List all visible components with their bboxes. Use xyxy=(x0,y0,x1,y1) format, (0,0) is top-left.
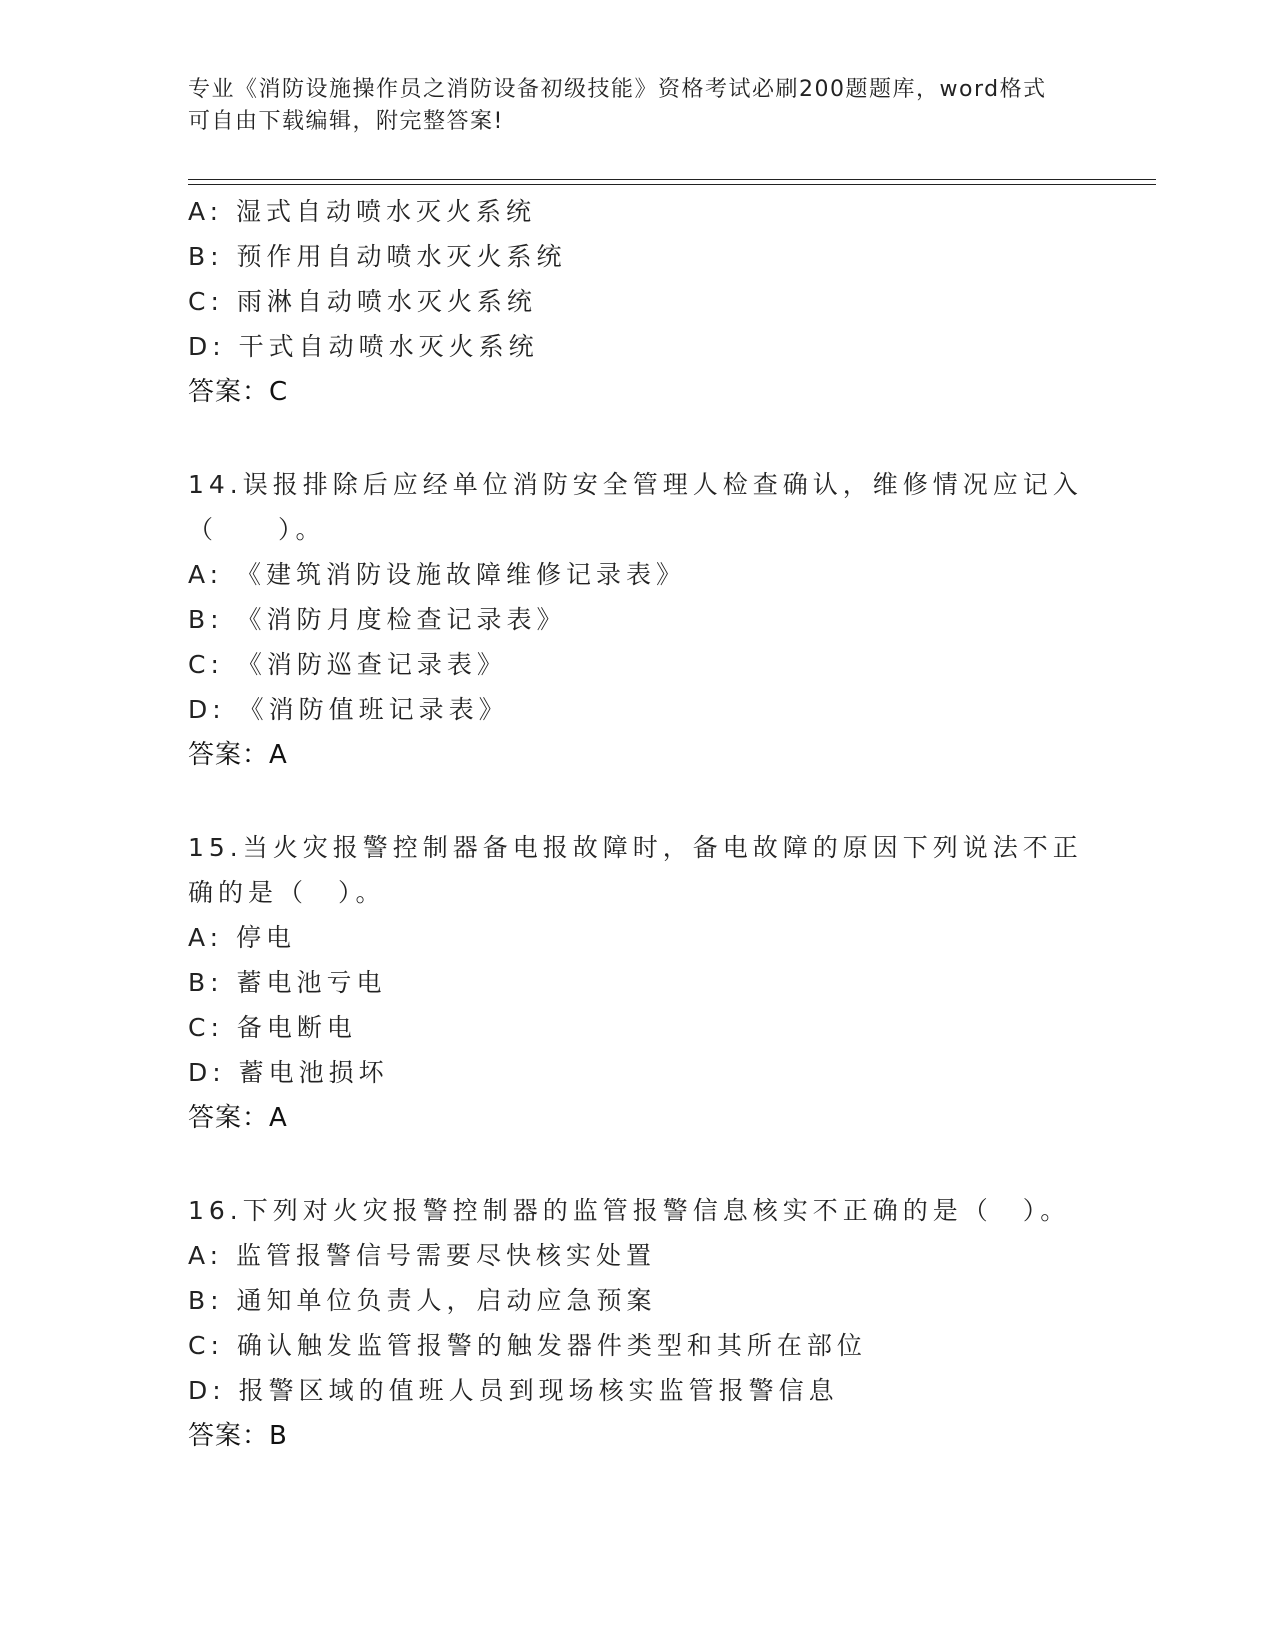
question-block-14 xyxy=(188,462,1088,778)
question-text: 14.误报排除后应经单位消防安全管理人检查确认，维修情况应记入（ ）。 xyxy=(188,470,1083,544)
question-block-15 xyxy=(188,825,1088,1141)
option-d: D: 报警区域的值班人员到现场核实监管报警信息 xyxy=(188,1376,839,1405)
spacer xyxy=(188,778,1088,825)
question-text: 15.当火灾报警控制器备电报故障时，备电故障的原因下列说法不正确的是（ ）。 xyxy=(188,833,1083,907)
header-divider-top xyxy=(188,179,1156,180)
header-divider-bottom xyxy=(188,184,1156,185)
option-b: B: 蓄电池亏电 xyxy=(188,968,387,997)
option-d: D: 《消防值班记录表》 xyxy=(188,695,509,724)
document-header: 专业《消防设施操作员之消防设备初级技能》资格考试必刷200题题库，word格式可自由下载编辑，附完整答案! xyxy=(188,77,1047,134)
option-b: B: 《消防月度检查记录表》 xyxy=(188,605,567,634)
option-a: A: 监管报警信号需要尽快核实处置 xyxy=(188,1241,657,1270)
question-text: 16.下列对火灾报警控制器的监管报警信息核实不正确的是（ ）。 xyxy=(188,1196,1071,1225)
answer-line: 答案：A xyxy=(188,740,288,770)
option-d: D: 蓄电池损坏 xyxy=(188,1058,389,1087)
answer-line: 答案：B xyxy=(188,1421,288,1451)
spacer xyxy=(188,415,1088,462)
answer-line: 答案：A xyxy=(188,1103,288,1133)
prev-question-block xyxy=(188,189,1088,415)
question-content xyxy=(188,189,1088,1459)
option-c: C: 《消防巡查记录表》 xyxy=(188,650,507,679)
option-c: C: 备电断电 xyxy=(188,1013,357,1042)
option-c: C: 雨淋自动喷水灭火系统 xyxy=(188,287,537,316)
option-a: A: 湿式自动喷水灭火系统 xyxy=(188,197,537,226)
option-d: D: 干式自动喷水灭火系统 xyxy=(188,332,539,361)
option-b: B: 预作用自动喷水灭火系统 xyxy=(188,242,567,271)
question-block-16 xyxy=(188,1188,1088,1459)
spacer xyxy=(188,1141,1088,1188)
answer-line: 答案：C xyxy=(188,377,289,407)
option-a: A: 《建筑消防设施故障维修记录表》 xyxy=(188,560,687,589)
option-a: A: 停电 xyxy=(188,923,297,952)
option-b: B: 通知单位负责人，启动应急预案 xyxy=(188,1286,657,1315)
option-c: C: 确认触发监管报警的触发器件类型和其所在部位 xyxy=(188,1331,867,1360)
